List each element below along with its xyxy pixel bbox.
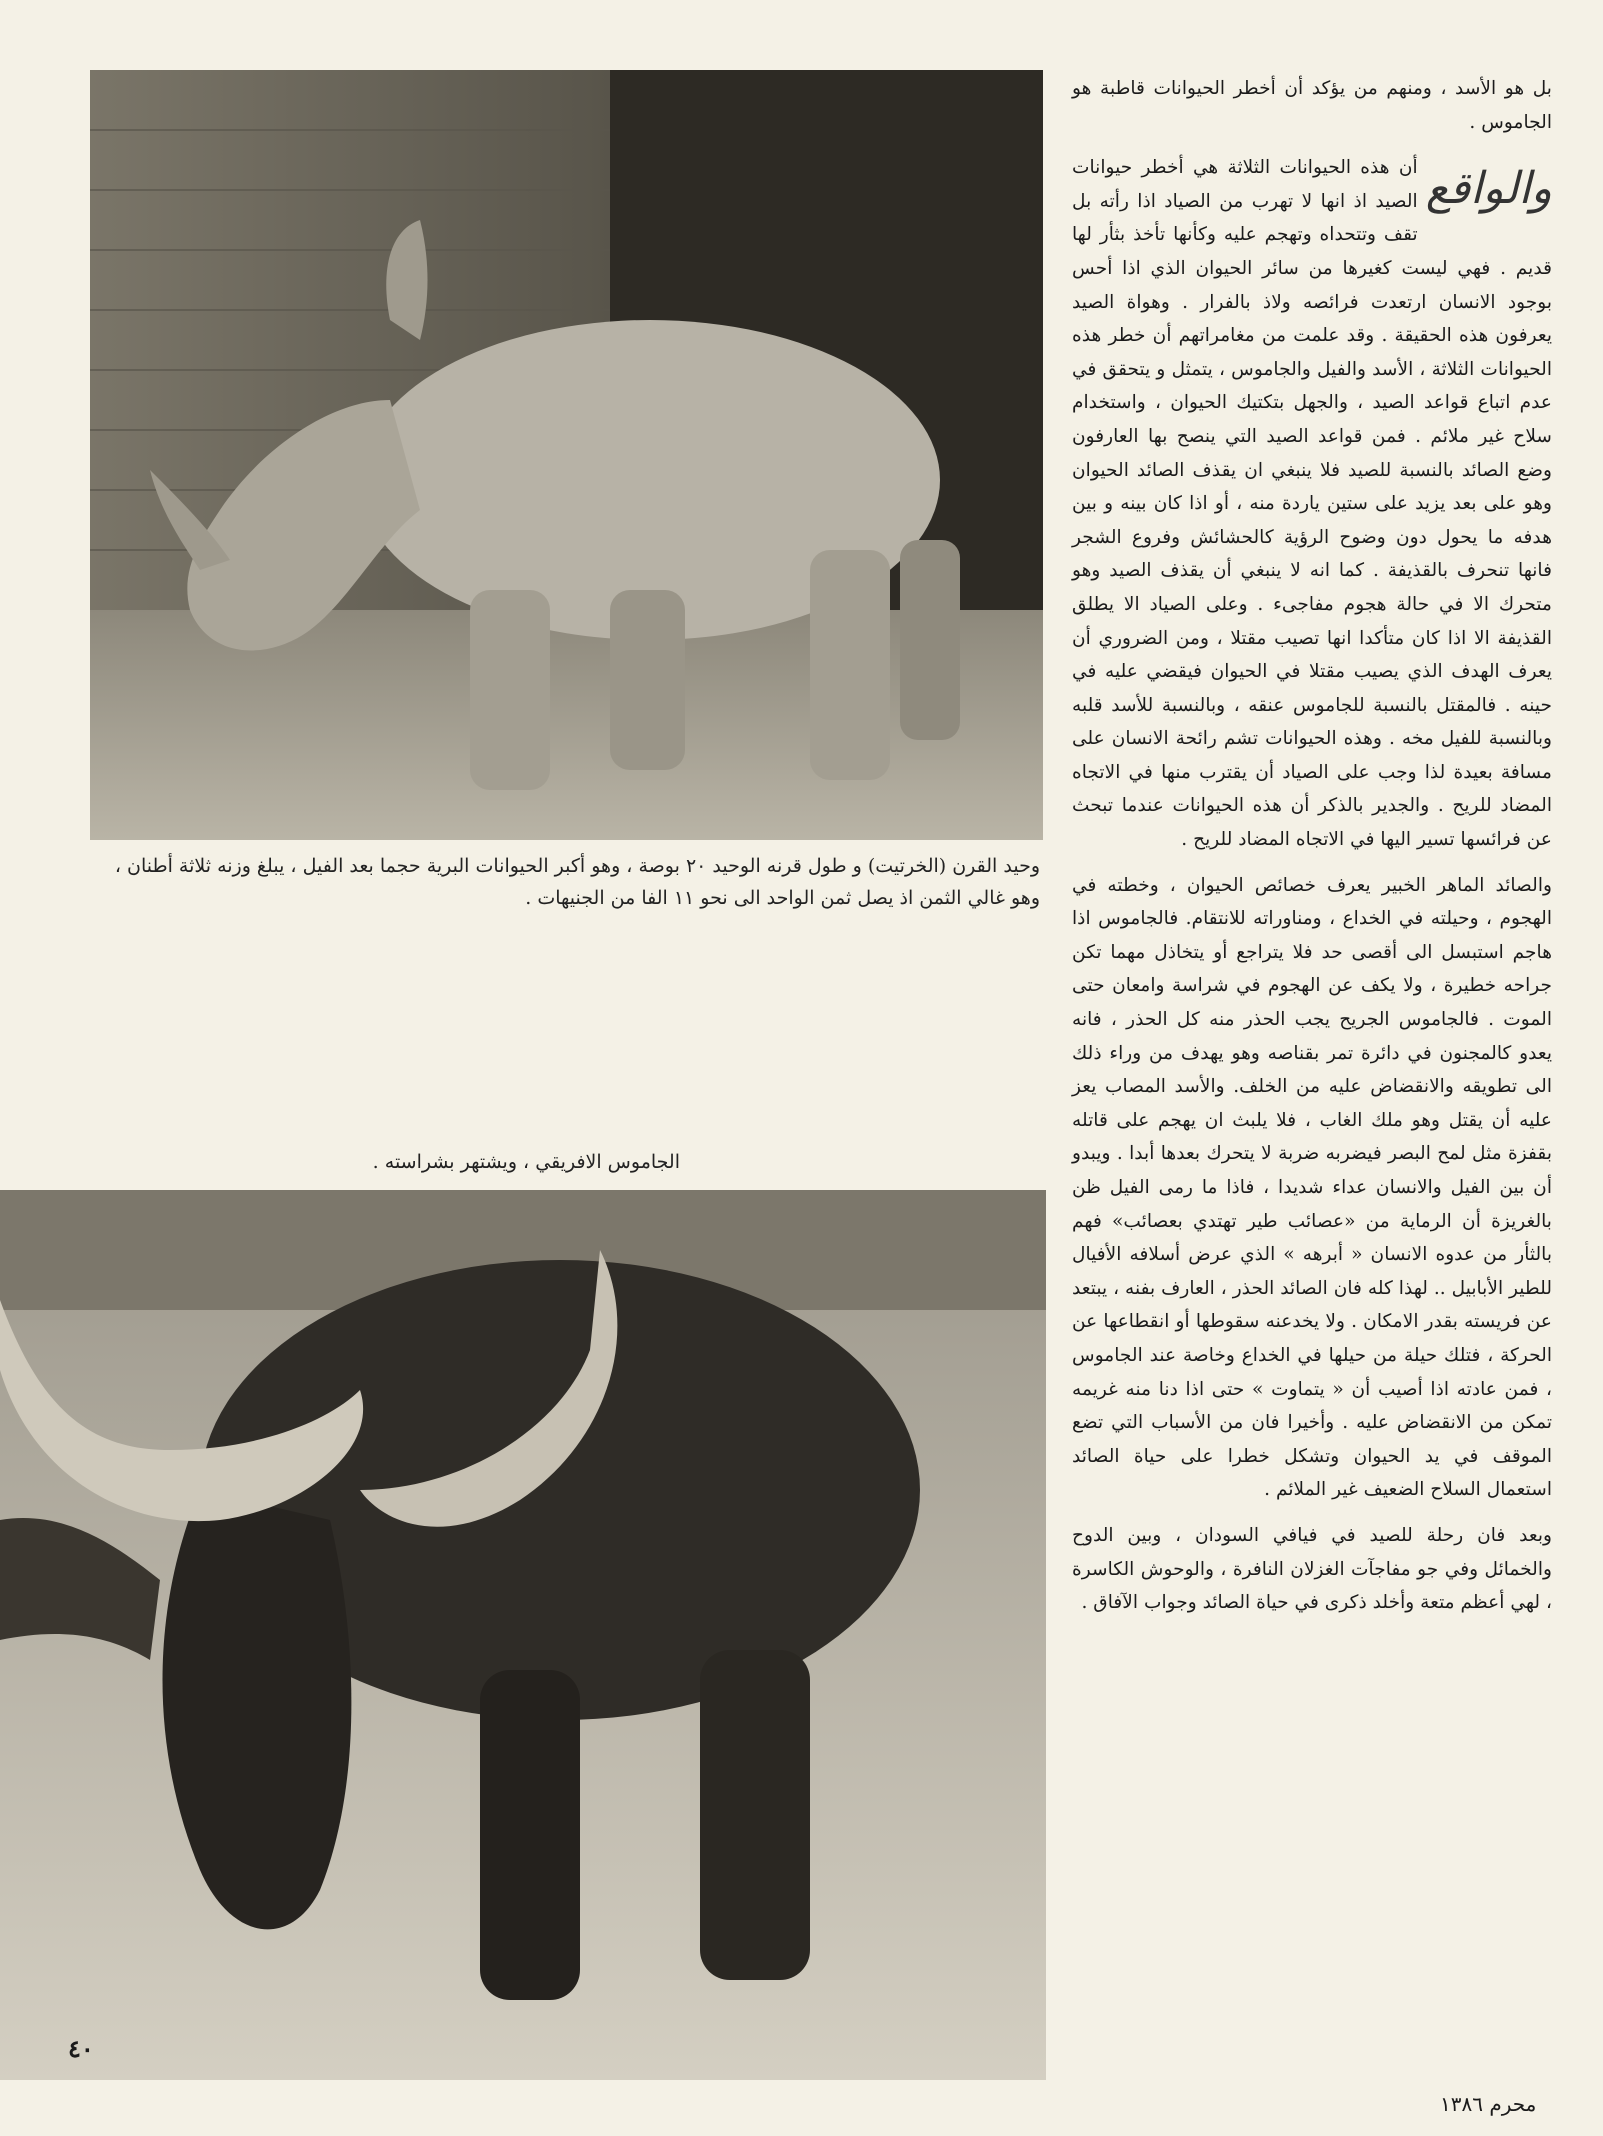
rhino-caption: وحيد القرن (الخرتيت) و طول قرنه الوحيد ٢٠ بوصة ، وهو أكبر الحيوانات البرية حجما بعد الفيل ، يبلغ وزنه ثلاثة أطنان ، وهو غالي الثمن اذ يصل ثمن الواحد الى نحو ١١ الفا من الجنيهات .	[114, 855, 1040, 909]
buffalo-photo	[0, 1190, 1046, 2080]
article-paragraph-2: والصائد الماهر الخبير يعرف خصائص الحيوان ، وخطته في الهجوم ، وحيلته في الخداع ، ومناوراته للانتقام. فالجاموس اذا هاجم استبسل الى أقصى حد فلا يتراجع أو يتخاذل مهما تكن جراحه خطيرة ، ولا يكف عن الهجوم في شراسة وامعان حتى الموت . فالجاموس الجريح يجب الحذر منه كل الحذر ، فانه يعدو كالمجنون في دائرة تمر بقناصه وهو يهدف من وراء ذلك الى تطويقه والانقضاض عليه من الخلف. والأسد المصاب يعز عليه أن يقتل وهو ملك الغاب ، فلا يلبث ان يهجم على قاتله بقفزة مثل لمح البصر فيضربه ضربة لا يتحرك بعدها أبدا . ويبدو أن بين الفيل والانسان عداء شديدا ، فاذا ما رمى الفيل ظن بالغريزة أن الرماية من «عصائب طير تهتدي بعصائب» فهم بالثأر من عدوه الانسان « أبرهه » الذي عرض أسلافه الأفيال للطير الأبابيل .. لهذا كله فان الصائد الحذر ، العارف بفنه ، يبتعد عن فريسته بقدر الامكان . ولا يخدعنه سقوطها أو انقطاعها عن الحركة ، فتلك حيلة من حيلها في الخداع وخاصة عند الجاموس ، فمن عادته اذا أصيب أن « يتماوت » حتى اذا دنا منه غريمه تمكن من الانقضاض عليه . وأخيرا فان من الأسباب التي تضع الموقف في يد الحيوان وتشكل خطرا على حياة الصائد استعمال السلاح الضعيف غير الملائم .	[1072, 874, 1552, 1501]
article-paragraph-1-text: أن هذه الحيوانات الثلاثة هي أخطر حيوانات الصيد اذ انها لا تهرب من الصياد اذا رأته بل تقف وتتحداه وتهجم عليه وكأنها تأخذ بثأر لها قديم . فهي ليست كغيرها من سائر الحيوان الذي اذا أحس بوجود الانسان ارتعدت فرائصه ولاذ بالفرار . وهواة الصيد يعرفون هذه الحقيقة . وقد علمت من مغامراتهم أن خطر هذه الحيوانات الثلاثة ، الأسد والفيل والجاموس ، يتمثل و يتحقق في عدم اتباع قواعد الصيد ، والجهل بتكتيك الحيوان ، واستخدام سلاح غير ملائم . فمن قواعد الصيد التي ينصح بها العارفون وضع الصائد بالنسبة للصيد فلا ينبغي ان يقذف الصائد الحيوان وهو على بعد يزيد على ستين ياردة منه ، أو اذا كان بينه و بين هدفه ما يحول دون وضوح الرؤية كالحشائش وفروع الشجر فانها تنحرف بالقذيفة . كما انه لا ينبغي أن يقذف الصيد وهو متحرك الا في حالة هجوم مفاجىء . وعلى الصياد الا يطلق القذيفة الا اذا كان متأكدا انها تصيب مقتلا ، ومن الضروري أن يعرف الهدف الذي يصيب مقتلا في الحيوان فيقضي عليه في حينه . فالمقتل بالنسبة للجاموس عنقه ، وبالنسبة للأسد قلبه وبالنسبة للفيل مخه . وهذه الحيوانات تشم رائحة الانسان على مسافة بعيدة لذا وجب على الصياد أن يقترب منها في الاتجاه المضاد للريح . والجدير بالذكر أن هذه الحيوانات عندما تبحث عن فرائسها تسير اليها في الاتجاه المضاد للريح .	[1072, 157, 1552, 851]
page-number: ٤٠	[68, 2034, 94, 2063]
footer-date: محرم ١٣٨٦	[1440, 2092, 1537, 2116]
article-paragraph-3: وبعد فان رحلة للصيد في فيافي السودان ، وبين الدوح والخمائل وفي جو مفاجآت الغزلان النافرة ، والوحوش الكاسرة ، لهي أعظم متعة وأخلد ذكرى في حياة الصائد وجواب الآفاق .	[1072, 1524, 1552, 1614]
buffalo-illustration	[0, 1190, 1046, 2080]
article-opening: بل هو الأسد ، ومنهم من يؤكد أن أخطر الحيوانات قاطبة هو الجاموس .	[1072, 78, 1552, 133]
buffalo-caption: الجاموس الافريقي ، ويشتهر بشراسته .	[372, 1151, 680, 1173]
rhino-illustration	[90, 70, 1043, 840]
article-paragraph-1	[1072, 151, 1552, 856]
rhino-photo	[90, 70, 1043, 840]
article-column	[1072, 72, 1552, 1632]
article-dropword: والواقع	[1425, 163, 1552, 215]
